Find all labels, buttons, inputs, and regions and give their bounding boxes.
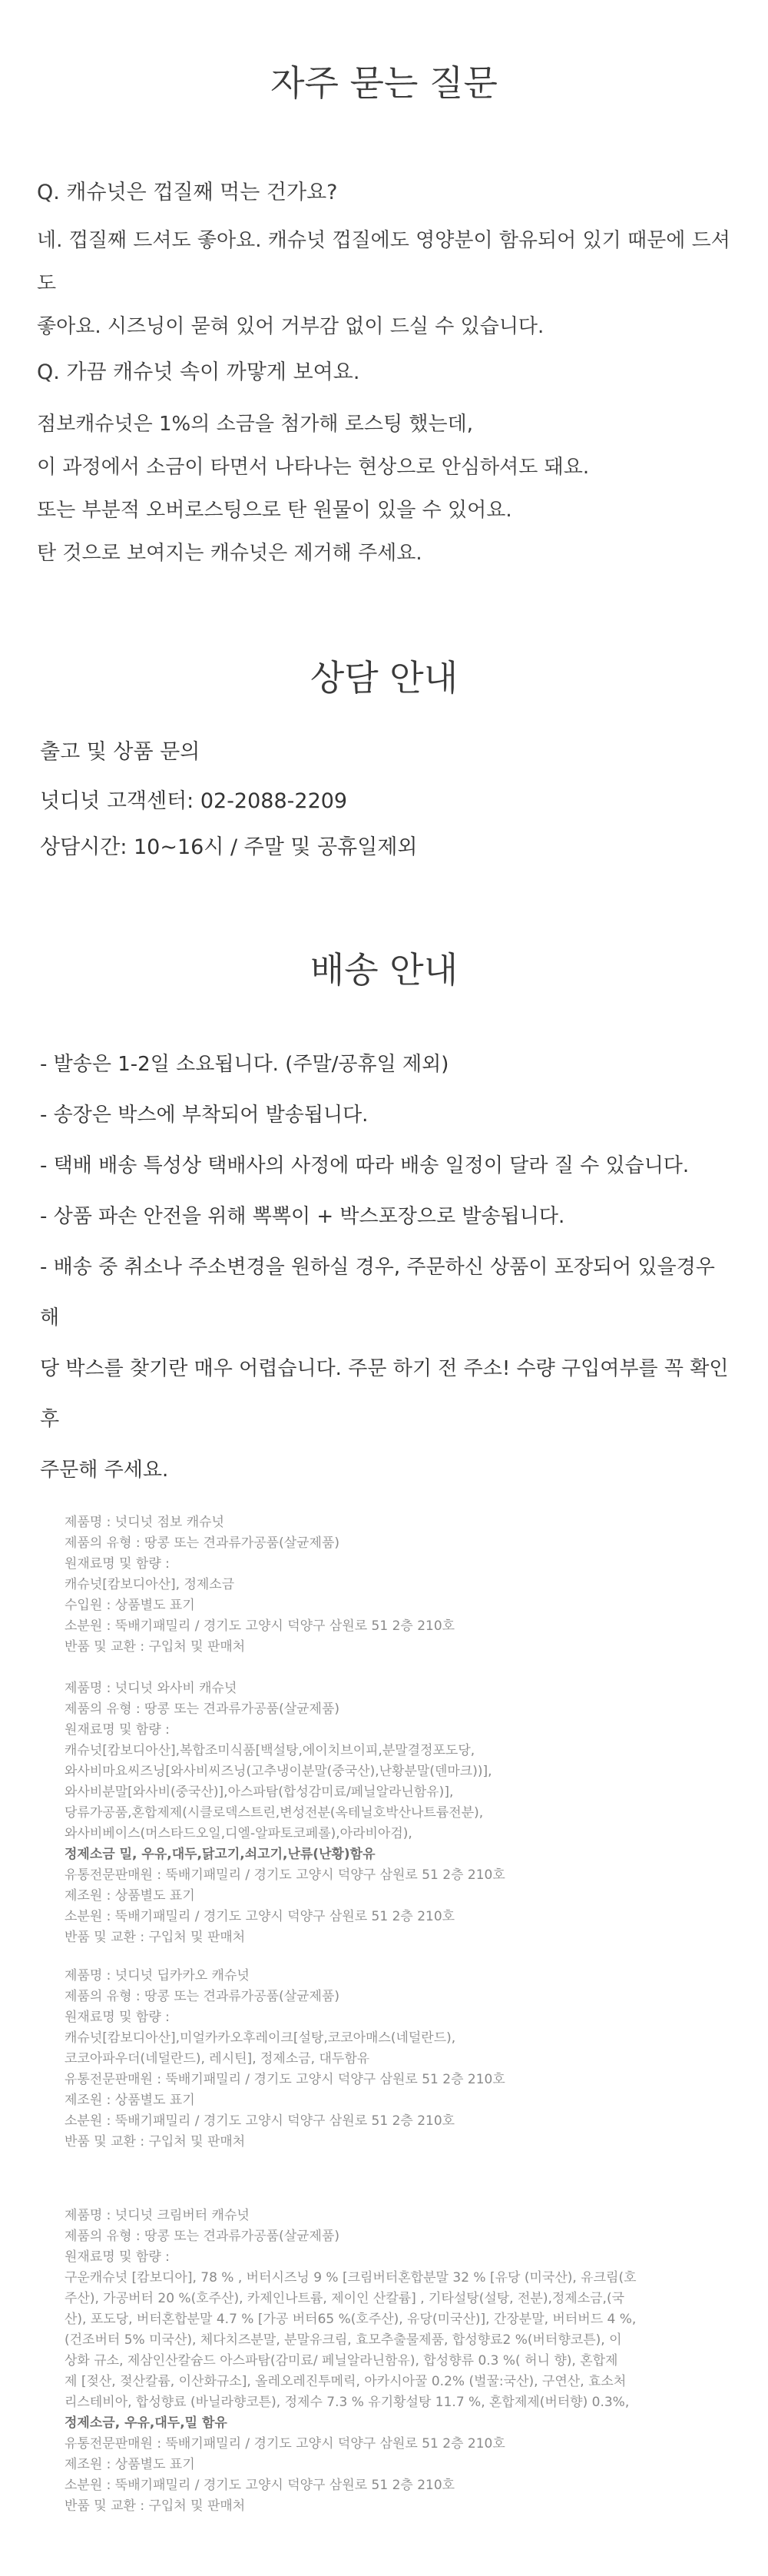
- product-info-line: 캐슈넛[캄보디아산], 정제소금: [65, 1577, 235, 1592]
- product-info-line: 제조원 : 상품별도 표기: [65, 2093, 195, 2108]
- faq-answer-line: 탄 것으로 보여지는 캐슈넛은 제거해 주세요.: [37, 542, 422, 565]
- product-info-deepcacao: [65, 1966, 725, 2153]
- product-info-line: 소분원 : 뚝배기패밀리 / 경기도 고양시 덕양구 삼원로 51 2층 210호: [65, 1909, 455, 1924]
- product-info-line: 제품명 : 넛디넛 점보 캐슈넛: [65, 1515, 224, 1530]
- shipping-item: - 상품 파손 안전을 위해 뽁뽁이 + 박스포장으로 발송됩니다.: [40, 1205, 565, 1228]
- product-info-line: 와사비마요씨즈닝[와사비씨즈닝(고추냉이분말(중국산),난황분말(덴마크))],: [65, 1764, 492, 1779]
- product-info-line: 제품의 유형 : 땅콩 또는 견과류가공품(살균제품): [65, 1535, 340, 1551]
- shipping-item: 당 박스를 찾기란 매우 어렵습니다. 주문 하기 전 주소! 수량 구입여부를 꼭 확인 후: [40, 1357, 729, 1431]
- product-info-line: 상화 규소, 제삼인산칼슘드 아스파탐(감미료/ 페닐알라닌함유), 합성향류 0.3 %( 허니 향), 혼합제: [65, 2353, 618, 2369]
- product-info-line: 리스테비아, 합성향료 (바닐라향코튼), 정제수 7.3 % 유기황설탕 11.7 %, 혼합제제(버터향) 0.3%,: [65, 2395, 630, 2410]
- consult-line-hours: 상담시간: 10~16시 / 주말 및 공휴일제외: [40, 835, 418, 859]
- product-info-line: 제조원 : 상품별도 표기: [65, 2457, 195, 2472]
- product-info-line: 주산), 가공버터 20 %(호주산), 카제인나트륨, 제이인 산칼륨] , 기타설탕(설탕, 전분),정제소금,(국: [65, 2291, 625, 2306]
- product-info-line: 당류가공품,혼합제제(시클로덱스트린,변성전분(옥테닐호박산나트륨전분),: [65, 1805, 484, 1821]
- product-info-line: 원재료명 및 함량 :: [65, 1556, 170, 1572]
- shipping-item: - 송장은 박스에 부착되어 발송됩니다.: [40, 1104, 369, 1127]
- product-info-creambutter: [65, 2206, 725, 2517]
- product-info-line: 캐슈넛[캄보디아산],복합조미식품[백설탕,에이치브이피,분말결정포도당,: [65, 1743, 475, 1758]
- product-info-line: 수입원 : 상품별도 표기: [65, 1598, 195, 1613]
- product-info-line: 정제소금, 우유,대두,밀 함유: [65, 2415, 227, 2431]
- product-info-line: 캐슈넛[캄보디아산],미얼카카오후레이크[설탕,코코아매스(네덜란드),: [65, 2030, 456, 2046]
- product-info-line: 원재료명 및 함량 :: [65, 2010, 170, 2025]
- product-info-line: 원재료명 및 함량 :: [65, 1722, 170, 1738]
- product-info-line: 제품명 : 넛디넛 와사비 캐슈넛: [65, 1681, 237, 1696]
- product-info-line: 제품의 유형 : 땅콩 또는 견과류가공품(살균제품): [65, 2229, 340, 2244]
- product-info-line: 구운캐슈넛 [캄보디아], 78 % , 버터시즈닝 9 % [크림버터혼합분말 32 % [유당 (미국산), 유크림(호: [65, 2270, 637, 2286]
- product-info-line: 소분원 : 뚝배기패밀리 / 경기도 고양시 덕양구 삼원로 51 2층 210호: [65, 1618, 455, 1634]
- product-info-wasabi: [65, 1678, 725, 1948]
- product-info-line: 소분원 : 뚝배기패밀리 / 경기도 고양시 덕양구 삼원로 51 2층 210호: [65, 2478, 455, 2493]
- product-info-line: 제품명 : 넛디넛 딥카카오 캐슈넛: [65, 1968, 250, 1983]
- shipping-item: - 배송 중 취소나 주소변경을 원하실 경우, 주문하신 상품이 포장되어 있을경우 해: [40, 1256, 715, 1329]
- faq-answer-line: 좋아요. 시즈닝이 묻혀 있어 거부감 없이 드실 수 있습니다.: [37, 315, 545, 338]
- consult-line-phone: 넛디넛 고객센터: 02-2088-2209: [40, 789, 348, 813]
- faq-answer-line: 네. 껍질째 드셔도 좋아요. 캐슈넛 껍질에도 영양분이 함유되어 있기 때문에 드셔도: [37, 229, 730, 295]
- product-info-line: 원재료명 및 함량 :: [65, 2249, 170, 2265]
- product-info-line: 제 [젖산, 젖산칼륨, 이산화규소], 올레오레진투메릭, 아카시아꿀 0.2% (벌꿀:국산), 구연산, 효소처: [65, 2374, 627, 2389]
- product-info-line: 제품의 유형 : 땅콩 또는 견과류가공품(살균제품): [65, 1701, 340, 1717]
- faq-question-2: Q. 가끔 캐슈넛 속이 까맣게 보여요.: [37, 360, 360, 384]
- product-info-line: 제조원 : 상품별도 표기: [65, 1888, 195, 1904]
- product-info-line: 제품의 유형 : 땅콩 또는 견과류가공품(살균제품): [65, 1989, 340, 2004]
- shipping-item: - 택배 배송 특성상 택배사의 사정에 따라 배송 일정이 달라 질 수 있습니다.: [40, 1154, 690, 1177]
- faq-answer-2: [37, 403, 732, 575]
- product-info-line: 정제소금 밀, 우유,대두,닭고기,쇠고기,난류(난황)함유: [65, 1847, 376, 1862]
- product-info-line: 유통전문판매원 : 뚝배기패밀리 / 경기도 고양시 덕양구 삼원로 51 2층 210호: [65, 2436, 505, 2452]
- shipping-item: 주문해 주세요.: [40, 1459, 169, 1482]
- product-info-line: 반품 및 교환 : 구입처 및 판매처: [65, 1639, 246, 1655]
- product-info-line: 유통전문판매원 : 뚝배기패밀리 / 경기도 고양시 덕양구 삼원로 51 2층 210호: [65, 2072, 505, 2087]
- consult-line-inquiry: 출고 및 상품 문의: [40, 740, 200, 764]
- product-info-line: 소분원 : 뚝배기패밀리 / 경기도 고양시 덕양구 삼원로 51 2층 210호: [65, 2113, 455, 2129]
- product-info-line: 반품 및 교환 : 구입처 및 판매처: [65, 2134, 246, 2149]
- product-info-line: 와사비베이스(머스타드오일,디엘-알파토코페롤),아라비아검),: [65, 1826, 412, 1841]
- faq-answer-1: [37, 219, 732, 348]
- shipping-title: 배송 안내: [310, 949, 458, 991]
- product-info-line: 코코아파우더(네덜란드), 레시틴], 정제소금, 대두함유: [65, 2051, 370, 2066]
- shipping-item: - 발송은 1-2일 소요됩니다. (주말/공휴일 제외): [40, 1053, 449, 1076]
- product-info-line: 반품 및 교환 : 구입처 및 판매처: [65, 2498, 246, 2514]
- product-info-line: 산), 포도당, 버터혼합분말 4.7 % [가공 버터65 %(호주산), 유당(미국산)], 간장분말, 버터버드 4 %,: [65, 2312, 637, 2327]
- faq-title: 자주 묻는 질문: [270, 62, 498, 104]
- shipping-list: [40, 1039, 731, 1495]
- product-info-line: (건조버터 5% 미국산), 체다치즈분말, 분말유크림, 효모추출물제품, 합성향료2 %(버터향코튼), 이: [65, 2332, 622, 2348]
- consult-title: 상담 안내: [310, 657, 458, 699]
- faq-answer-line: 또는 부분적 오버로스팅으로 탄 원물이 있을 수 있어요.: [37, 499, 512, 522]
- product-info-jumbo: [65, 1512, 725, 1658]
- product-info-line: 와사비분말[와사비(중국산)],아스파탐(합성감미료/페닐알라닌함유)],: [65, 1784, 454, 1800]
- faq-answer-line: 점보캐슈넛은 1%의 소금을 첨가해 로스팅 했는데,: [37, 413, 474, 436]
- product-info-line: 제품명 : 넛디넛 크림버터 캐슈넛: [65, 2208, 250, 2223]
- faq-question-1: Q. 캐슈넛은 껍질째 먹는 건가요?: [37, 181, 338, 204]
- faq-answer-line: 이 과정에서 소금이 타면서 나타나는 현상으로 안심하셔도 돼요.: [37, 456, 590, 479]
- product-info-line: 반품 및 교환 : 구입처 및 판매처: [65, 1930, 246, 1945]
- product-info-line: 유통전문판매원 : 뚝배기패밀리 / 경기도 고양시 덕양구 삼원로 51 2층 210호: [65, 1867, 505, 1883]
